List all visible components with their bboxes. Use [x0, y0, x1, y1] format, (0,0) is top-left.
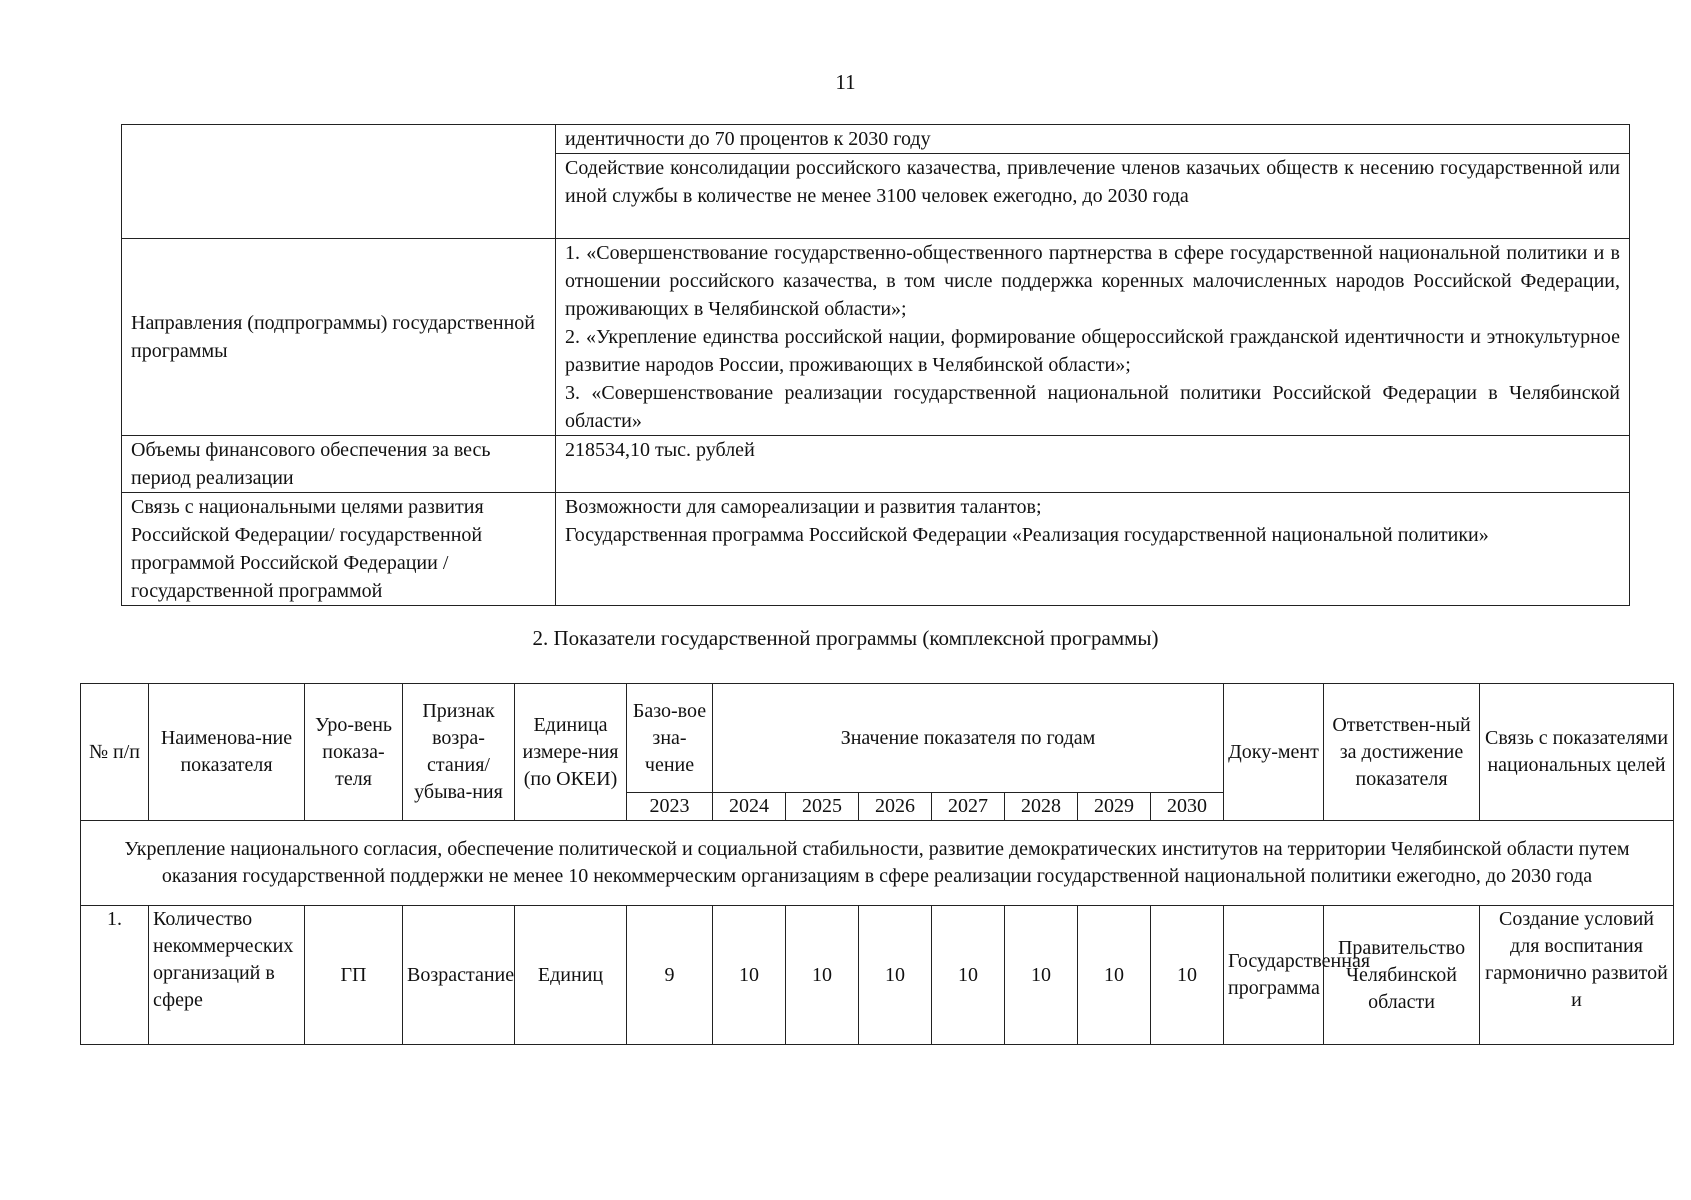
year-2024: 2024	[713, 793, 786, 821]
header-name: Наименова-ние показателя	[149, 684, 305, 821]
indicators-header-row	[81, 684, 1674, 793]
row1-name: Количество некоммерческих организаций в сфере	[149, 906, 305, 1045]
year-2027: 2027	[932, 793, 1005, 821]
direction-item-3: 3. «Совершенствование реализации государственной национальной политики Российской Федерации в Челябинской области»	[565, 382, 1620, 432]
row1-value-2030: 10	[1151, 906, 1224, 1045]
section-title: 2. Показатели государственной программы (комплексной программы)	[532, 626, 1159, 650]
passport-directions-label: Направления (подпрограммы) государственной программы	[122, 239, 556, 436]
passport-row-link	[122, 493, 1630, 606]
passport-link-value1: Возможности для самореализации и развития талантов;	[565, 496, 1042, 518]
header-level: Уро-вень показа-теля	[305, 684, 403, 821]
passport-goals-label-cell	[122, 125, 556, 239]
page-number: 11	[835, 70, 856, 94]
row1-responsible: Правительство Челябинской области	[1324, 906, 1480, 1045]
passport-goals-line1: идентичности до 70 процентов к 2030 году	[556, 125, 1630, 154]
row1-unit: Единиц	[515, 906, 627, 1045]
row1-value-2029: 10	[1078, 906, 1151, 1045]
passport-link-value	[556, 493, 1630, 606]
passport-finance-label: Объемы финансового обеспечения за весь период реализации	[122, 436, 556, 493]
passport-row-directions	[122, 239, 1630, 436]
row1-value-2025: 10	[786, 906, 859, 1045]
header-responsible: Ответствен-ный за достижение показателя	[1324, 684, 1480, 821]
year-2025: 2025	[786, 793, 859, 821]
row1-link: Создание условий для воспитания гармонично развитой и	[1480, 906, 1674, 1045]
year-2028: 2028	[1005, 793, 1078, 821]
passport-row-goals	[122, 125, 1630, 154]
row1-level: ГП	[305, 906, 403, 1045]
base-year: 2023	[627, 793, 713, 821]
row1-base: 9	[627, 906, 713, 1045]
passport-goals-line2	[556, 154, 1630, 239]
row1-value-2024: 10	[713, 906, 786, 1045]
passport-directions-value	[556, 239, 1630, 436]
row1-trend: Возрастание	[403, 906, 515, 1045]
header-values-by-year: Значение показателя по годам	[713, 684, 1224, 793]
header-base: Базо-вое зна-чение	[627, 684, 713, 793]
passport-table	[121, 124, 1630, 606]
header-trend: Признак возра-стания/ убыва-ния	[403, 684, 515, 821]
indicator-row-1	[81, 906, 1674, 1045]
row1-num: 1.	[81, 906, 149, 1045]
direction-item-1: 1. «Совершенствование государственно-общественного партнерства в сфере государственной национальной политики и в отношении российского казачества, в том числе поддержка коренных малочисленных народов Российской Федерации, проживающих в Челябинской области»;	[565, 242, 1620, 320]
header-document: Доку-мент	[1224, 684, 1324, 821]
passport-link-label: Связь с национальными целями развития Российской Федерации/ государственной программой Российской Федерации / государственной программой	[122, 493, 556, 606]
row1-value-2028: 10	[1005, 906, 1078, 1045]
passport-link-value2: Государственная программа Российской Федерации «Реализация государственной национальной политики»	[565, 524, 1489, 546]
passport-goals-line2-text: Содействие консолидации российского казачества, привлечение членов казачьих обществ к несению государственной или иной службы в количестве не менее 3100 человек ежегодно, до 2030 года	[565, 157, 1620, 207]
indicators-goal-row	[81, 821, 1674, 906]
header-unit: Единица измере-ния (по ОКЕИ)	[515, 684, 627, 821]
year-2029: 2029	[1078, 793, 1151, 821]
year-2026: 2026	[859, 793, 932, 821]
row1-value-2027: 10	[932, 906, 1005, 1045]
header-link: Связь с показателями национальных целей	[1480, 684, 1674, 821]
row1-value-2026: 10	[859, 906, 932, 1045]
passport-row-finance	[122, 436, 1630, 493]
indicators-table	[80, 683, 1674, 1045]
goal-row-text: Укрепление национального согласия, обеспечение политической и социальной стабильности, развитие демократических институтов на территории Челябинской области путем оказания государственной поддержки не менее 10 некоммерческим организациям в сфере реализации государственной национальной политики ежегодно, до 2030 года	[81, 821, 1674, 906]
row1-document: Государственная программа	[1224, 906, 1324, 1045]
passport-finance-value: 218534,10 тыс. рублей	[556, 436, 1630, 493]
direction-item-2: 2. «Укрепление единства российской нации, формирование общероссийской гражданской идентичности и этнокультурное развитие народов России, проживающих в Челябинской области»;	[565, 326, 1620, 376]
header-num: № п/п	[81, 684, 149, 821]
year-2030: 2030	[1151, 793, 1224, 821]
